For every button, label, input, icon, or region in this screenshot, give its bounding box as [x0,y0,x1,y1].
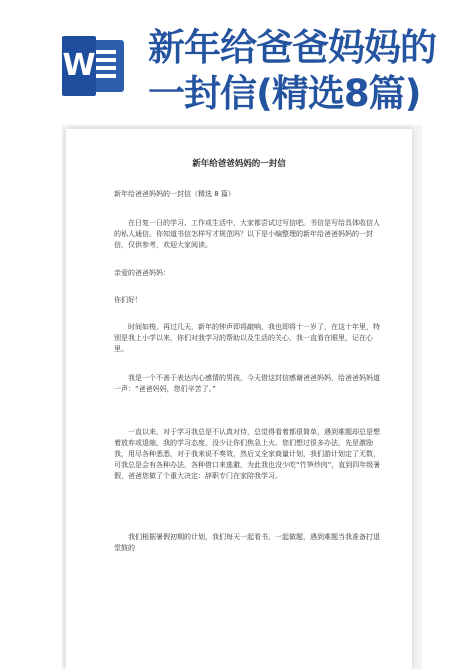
paragraph: 我是一个不善于表达内心感情的男孩，今天借这封信感谢爸爸妈妈，给爸爸妈妈道一声：“爸爸妈妈，您们辛苦了。” [114,374,380,393]
page-title [148,25,468,117]
document-title: 新年给爸爸妈妈的一封信 [192,159,286,169]
paragraph: 我们根据暑假初期的计划，我们每天一起看书，一起做题，遇到难题当我准备打退堂鼓的 [114,533,380,552]
word-icon-letter: W [62,36,96,96]
page-title-line1: 新年给爸爸妈妈的 [148,26,436,69]
paragraph: 新年给爸爸妈妈的一封信（精选 8 篇） [114,190,235,198]
page-title-line2: 一封信(精选8篇) [148,72,421,115]
paragraph: 你们好！ [114,296,142,304]
paragraph: 在日复一日的学习、工作或生活中，大家都尝试过写信吧。书信是写给具体收信人的私人通信。你知道书信怎样写才规范吗？以下是小编整理的新年给爸爸妈妈的一封信，仅供参考，欢迎大家阅读。 [114,219,380,249]
word-doc-icon [62,36,124,96]
paragraph: 亲爱的爸爸妈妈： [114,269,170,277]
banner [0,0,474,125]
paragraph: 时间如梭，再过几天，新年的钟声即将敲响，我也即将十一岁了，在这十年里，特别是我上小学以来，你们对我学习的帮助以及生活的关心，我一直看在眼里，记在心里。 [114,323,380,353]
document-page [66,129,412,669]
paragraph: 一直以来，对于学习我总是不认真对待，总觉得看着都很简单，遇到难题却总是想着放弃或退缩，我的学习态度，没少让你们焦急上火。您们想过很多办法，先是激励我，用尽各种悉悉，对于我来说不奏效，然后又全家商量计划，我们游计划定了无数，可我总是会有各种办法，各种借口来逃避，为此我也没少吃“竹笋炒肉”，直到四年级暑假，爸爸您做了个重大决定：辞职专门在家陪我学习。 [114,428,381,480]
